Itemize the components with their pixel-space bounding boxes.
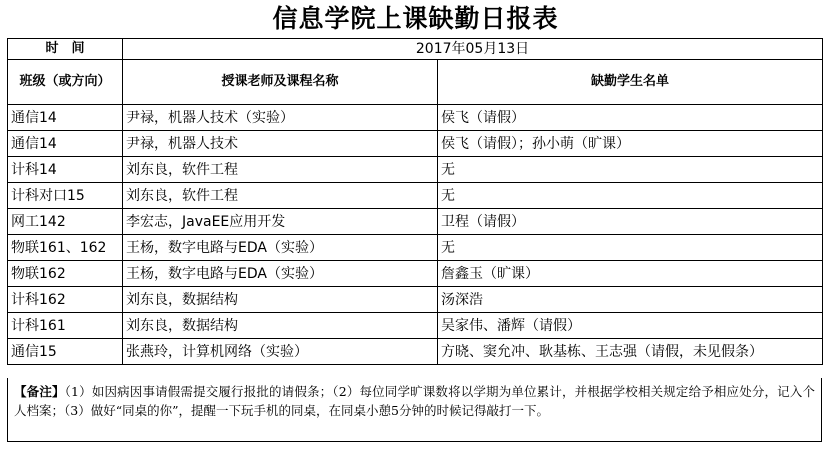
row-class-cell: 计科161	[8, 313, 123, 339]
row-absent-cell: 吴家伟、潘辉（请假）	[438, 313, 823, 339]
table-row	[8, 157, 823, 183]
row-absent-cell: 汤深浩	[438, 287, 823, 313]
table-row	[8, 313, 823, 339]
table-row	[8, 261, 823, 287]
table-row	[8, 105, 823, 131]
row-teacher-course-cell: 王杨，数字电路与EDA（实验）	[123, 261, 438, 287]
row-absent-cell: 无	[438, 157, 823, 183]
notes-text: （1）如因病因事请假需提交履行报批的请假条；（2）每位同学旷课数将以学期为单位累计，并根据学校相关规定给予相应处分，记入个人档案；（3）做好“同桌的你”，提醒一下玩手机的同桌，在同桌小憩5分钟的时候记得敲打一下。	[14, 384, 815, 418]
table-row	[8, 209, 823, 235]
row-class-cell: 物联162	[8, 261, 123, 287]
row-class-cell: 计科对口15	[8, 183, 123, 209]
row-teacher-course-cell: 李宏志，JavaEE应用开发	[123, 209, 438, 235]
row-teacher-course-cell: 刘东良，软件工程	[123, 183, 438, 209]
page-title: 信息学院上课缺勤日报表	[272, 4, 559, 33]
column-header-teacher-course: 授课老师及课程名称	[123, 60, 438, 105]
row-teacher-course-cell: 王杨，数字电路与EDA（实验）	[123, 235, 438, 261]
date-label: 时 间	[8, 39, 123, 60]
table-row	[8, 235, 823, 261]
column-header-absent: 缺勤学生名单	[438, 60, 823, 105]
row-teacher-course-cell: 刘东良，软件工程	[123, 157, 438, 183]
row-teacher-course-cell: 刘东良，数据结构	[123, 313, 438, 339]
date-value: 2017年05月13日	[123, 39, 823, 60]
row-class-cell: 通信14	[8, 131, 123, 157]
row-absent-cell: 无	[438, 235, 823, 261]
date-row	[8, 39, 823, 60]
notes-box	[7, 378, 822, 442]
row-class-cell: 计科14	[8, 157, 123, 183]
header-row	[8, 60, 823, 105]
row-teacher-course-cell: 尹禄，机器人技术	[123, 131, 438, 157]
row-class-cell: 通信14	[8, 105, 123, 131]
row-class-cell: 通信15	[8, 339, 123, 365]
row-absent-cell: 卫程（请假）	[438, 209, 823, 235]
row-absent-cell: 侯飞（请假）；孙小萌（旷课）	[438, 131, 823, 157]
row-teacher-course-cell: 刘东良，数据结构	[123, 287, 438, 313]
table-row	[8, 131, 823, 157]
row-teacher-course-cell: 尹禄，机器人技术（实验）	[123, 105, 438, 131]
table-row	[8, 339, 823, 365]
row-absent-cell: 侯飞（请假）	[438, 105, 823, 131]
row-absent-cell: 方晓、窦允冲、耿基栋、王志强（请假，未见假条）	[438, 339, 823, 365]
row-class-cell: 计科162	[8, 287, 123, 313]
column-header-class: 班级（或方向）	[8, 60, 123, 105]
notes-label: 【备注】	[14, 384, 65, 399]
table-row	[8, 287, 823, 313]
row-teacher-course-cell: 张燕玲，计算机网络（实验）	[123, 339, 438, 365]
row-class-cell: 物联161、162	[8, 235, 123, 261]
row-absent-cell: 无	[438, 183, 823, 209]
attendance-table	[7, 38, 823, 365]
row-class-cell: 网工142	[8, 209, 123, 235]
table-row	[8, 183, 823, 209]
row-absent-cell: 詹鑫玉（旷课）	[438, 261, 823, 287]
